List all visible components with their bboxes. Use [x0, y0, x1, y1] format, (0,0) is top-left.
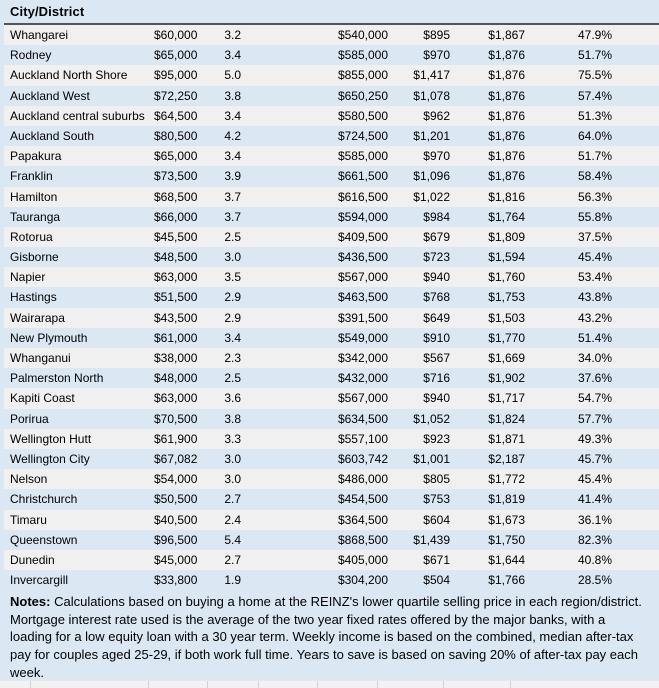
cell-deposit[interactable]: $33,800 [154, 573, 198, 588]
cell-weekly-income[interactable]: $1,503 [488, 310, 525, 325]
table-row [4, 348, 659, 368]
gridline [148, 681, 149, 688]
cell-years-to-save[interactable]: 5.4 [224, 532, 241, 547]
cell-years-to-save[interactable]: 4.2 [224, 128, 241, 143]
cell-house-price[interactable]: $868,500 [337, 532, 388, 547]
gridline [317, 681, 318, 688]
table-row [4, 106, 659, 126]
cell-city[interactable]: Rodney [10, 48, 52, 63]
cell-deposit[interactable]: $70,500 [154, 411, 198, 426]
cell-city[interactable]: Napier [10, 270, 46, 285]
gridline [510, 681, 511, 688]
cell-weekly-payment[interactable]: $1,201 [413, 128, 450, 143]
cell-filler [616, 86, 659, 106]
table-row [4, 287, 659, 307]
notes-label: Notes: [10, 594, 51, 610]
cell-weekly-income[interactable]: $2,187 [488, 451, 525, 466]
cell-weekly-income[interactable]: $1,876 [488, 108, 525, 123]
cell-house-price[interactable]: $650,250 [337, 88, 388, 103]
cell-years-to-save[interactable]: 2.5 [224, 229, 241, 244]
cell-city[interactable]: Whangarei [10, 28, 69, 42]
cell-filler [616, 207, 659, 227]
cell-years-to-save[interactable]: 3.6 [224, 391, 241, 406]
cell-payment-pct-of-income[interactable]: 56.3% [577, 189, 612, 204]
cell-deposit[interactable]: $45,500 [154, 229, 198, 244]
cell-weekly-payment[interactable]: $1,022 [413, 189, 450, 204]
cell-house-price[interactable]: $463,500 [337, 290, 388, 305]
cell-city[interactable]: Palmerston North [10, 371, 104, 386]
table-row [4, 328, 659, 348]
cell-weekly-income[interactable]: $1,876 [488, 48, 525, 63]
table-row [4, 227, 659, 247]
cell-filler [616, 287, 659, 307]
cell-weekly-payment[interactable]: $910 [423, 330, 450, 345]
table-row [4, 187, 659, 207]
cell-house-price[interactable]: $391,500 [337, 310, 388, 325]
cell-house-price[interactable]: $486,000 [337, 472, 388, 487]
cell-weekly-payment[interactable]: $723 [423, 250, 450, 265]
table-row [4, 247, 659, 267]
cell-payment-pct-of-income[interactable]: 64.0% [577, 128, 612, 143]
gridline [30, 681, 31, 688]
cell-payment-pct-of-income[interactable]: 40.8% [577, 552, 612, 567]
cell-city[interactable]: Auckland North Shore [10, 68, 128, 83]
cell-city[interactable]: Porirua [10, 411, 49, 426]
gridline [443, 681, 444, 688]
cell-weekly-income[interactable]: $1,594 [488, 250, 525, 265]
cell-years-to-save[interactable]: 2.5 [224, 371, 241, 386]
cell-weekly-payment[interactable]: $1,439 [413, 532, 450, 547]
cell-filler [616, 409, 659, 429]
cell-house-price[interactable]: $436,500 [337, 250, 388, 265]
cell-weekly-income[interactable]: $1,644 [488, 552, 525, 567]
table-row [4, 368, 659, 388]
cell-city[interactable]: Wellington Hutt [10, 431, 92, 446]
cell-house-price[interactable]: $304,200 [337, 573, 388, 588]
cell-years-to-save[interactable]: 3.4 [224, 330, 241, 345]
cell-years-to-save[interactable]: 3.4 [224, 108, 241, 123]
cell-weekly-payment[interactable]: $805 [423, 472, 450, 487]
cell-deposit[interactable]: $66,000 [154, 209, 198, 224]
cell-weekly-income[interactable]: $1,717 [488, 391, 525, 406]
table-row [4, 570, 659, 590]
cell-payment-pct-of-income[interactable]: 45.4% [577, 472, 612, 487]
cell-years-to-save[interactable]: 3.2 [224, 28, 241, 42]
cell-weekly-payment[interactable]: $1,078 [413, 88, 450, 103]
cell-house-price[interactable]: $409,500 [337, 229, 388, 244]
table-header-row [4, 0, 659, 25]
cell-weekly-payment[interactable]: $649 [423, 310, 450, 325]
cell-weekly-income[interactable]: $1,816 [488, 189, 525, 204]
cell-filler [616, 348, 659, 368]
cell-house-price[interactable]: $364,500 [337, 512, 388, 527]
cell-city[interactable]: Nelson [10, 472, 48, 487]
table-row [4, 45, 659, 65]
cell-filler [616, 126, 659, 146]
cell-payment-pct-of-income[interactable]: 45.7% [577, 451, 612, 466]
cell-weekly-payment[interactable]: $1,052 [413, 411, 450, 426]
cell-deposit[interactable]: $67,082 [154, 451, 198, 466]
cell-weekly-payment[interactable]: $940 [423, 391, 450, 406]
cell-years-to-save[interactable]: 3.8 [224, 88, 241, 103]
cell-weekly-payment[interactable]: $1,096 [413, 169, 450, 184]
cell-payment-pct-of-income[interactable]: 53.4% [577, 270, 612, 285]
cell-weekly-payment[interactable]: $679 [423, 229, 450, 244]
table-row [4, 388, 659, 408]
table-row [4, 530, 659, 550]
cell-weekly-payment[interactable]: $970 [423, 48, 450, 63]
cell-city[interactable]: Rotorua [10, 229, 53, 244]
cell-payment-pct-of-income[interactable]: 51.7% [577, 48, 612, 63]
cell-payment-pct-of-income[interactable]: 43.2% [577, 310, 612, 325]
cell-city[interactable]: Hamilton [10, 189, 58, 204]
cell-weekly-payment[interactable]: $1,001 [413, 451, 450, 466]
cell-filler [616, 550, 659, 570]
table-row [4, 510, 659, 530]
cell-filler [616, 247, 659, 267]
cell-payment-pct-of-income[interactable]: 58.4% [577, 169, 612, 184]
cell-payment-pct-of-income[interactable]: 75.5% [577, 68, 612, 83]
cell-weekly-income[interactable]: $1,770 [488, 330, 525, 345]
notes-text: Calculations based on buying a home at the REINZ's lower quartile selling price in each region/district. Mortgage interest rate used is the average of the two year fixed rates offered by the major banks, with a loading for a low equity loan with a 30 year term. Weekly income is based on the combined, median after-tax pay for couples aged 25-29, if both work full time. Years to save is based on saving 20% of after-tax pay each week. [10, 594, 642, 680]
table-row [4, 449, 659, 469]
cell-city[interactable]: Timaru [10, 512, 47, 527]
cell-filler [616, 388, 659, 408]
cell-deposit[interactable]: $38,000 [154, 351, 198, 365]
table-row [4, 25, 659, 45]
cell-house-price[interactable]: $342,000 [337, 351, 388, 365]
table-row [4, 166, 659, 186]
table-row [4, 86, 659, 106]
cell-city[interactable]: Kapiti Coast [10, 391, 75, 406]
cell-years-to-save[interactable]: 3.9 [224, 169, 241, 184]
cell-deposit[interactable]: $43,500 [154, 310, 198, 325]
cell-years-to-save[interactable]: 3.0 [224, 250, 241, 265]
cell-deposit[interactable]: $61,000 [154, 330, 198, 345]
cell-payment-pct-of-income[interactable]: 47.9% [577, 28, 612, 42]
cell-weekly-payment[interactable]: $895 [423, 28, 450, 42]
gridline [258, 681, 259, 688]
cell-payment-pct-of-income[interactable]: 51.3% [577, 108, 612, 123]
cell-house-price[interactable]: $580,500 [337, 108, 388, 123]
cell-years-to-save[interactable]: 3.4 [224, 149, 241, 164]
cell-deposit[interactable]: $80,500 [154, 128, 198, 143]
cell-deposit[interactable]: $50,500 [154, 492, 198, 507]
cell-payment-pct-of-income[interactable]: 43.8% [577, 290, 612, 305]
cell-weekly-income[interactable]: $1,766 [488, 573, 525, 588]
cell-payment-pct-of-income[interactable]: 34.0% [577, 351, 612, 365]
cell-weekly-income[interactable]: $1,876 [488, 68, 525, 83]
cell-house-price[interactable]: $567,000 [337, 270, 388, 285]
table-row [4, 469, 659, 489]
cell-filler [616, 429, 659, 449]
cell-deposit[interactable]: $64,500 [154, 108, 198, 123]
cell-deposit[interactable]: $45,000 [154, 552, 198, 567]
table-row [4, 308, 659, 328]
cell-years-to-save[interactable]: 2.4 [224, 512, 241, 527]
cell-weekly-payment[interactable]: $604 [423, 512, 450, 527]
cell-weekly-income[interactable]: $1,871 [488, 431, 525, 446]
table-body [0, 25, 659, 590]
cell-city[interactable]: Dunedin [10, 552, 55, 567]
cell-deposit[interactable]: $63,000 [154, 270, 198, 285]
cell-weekly-income[interactable]: $1,764 [488, 209, 525, 224]
cell-filler [616, 489, 659, 509]
cell-payment-pct-of-income[interactable]: 51.4% [577, 330, 612, 345]
cell-filler [616, 187, 659, 207]
cell-weekly-income[interactable]: $1,753 [488, 290, 525, 305]
cell-deposit[interactable]: $48,000 [154, 371, 198, 386]
table-row [4, 550, 659, 570]
cell-deposit[interactable]: $60,000 [154, 28, 198, 42]
cell-house-price[interactable]: $634,500 [337, 411, 388, 426]
cell-house-price[interactable]: $549,000 [337, 330, 388, 345]
gridline [207, 681, 208, 688]
cell-city[interactable]: Hastings [10, 290, 57, 305]
cell-weekly-payment[interactable]: $962 [423, 108, 450, 123]
cell-filler [616, 166, 659, 186]
cell-house-price[interactable]: $661,500 [337, 169, 388, 184]
cell-weekly-income[interactable]: $1,673 [488, 512, 525, 527]
cell-weekly-payment[interactable]: $970 [423, 149, 450, 164]
cell-weekly-income[interactable]: $1,669 [488, 351, 525, 365]
cell-filler [616, 227, 659, 247]
cell-city[interactable]: New Plymouth [10, 330, 88, 345]
table-row [4, 146, 659, 166]
cell-weekly-income[interactable]: $1,809 [488, 229, 525, 244]
cell-house-price[interactable]: $603,742 [337, 451, 388, 466]
cell-years-to-save[interactable]: 3.0 [224, 472, 241, 487]
cell-years-to-save[interactable]: 2.9 [224, 290, 241, 305]
cell-years-to-save[interactable]: 2.7 [224, 552, 241, 567]
table-row [4, 429, 659, 449]
cell-deposit[interactable]: $54,000 [154, 472, 198, 487]
cell-payment-pct-of-income[interactable]: 36.1% [577, 512, 612, 527]
cell-house-price[interactable]: $432,000 [337, 371, 388, 386]
cell-house-price[interactable]: $540,000 [337, 28, 388, 42]
cell-weekly-income[interactable]: $1,819 [488, 492, 525, 507]
cell-years-to-save[interactable]: 3.5 [224, 270, 241, 285]
cell-house-price[interactable]: $585,000 [337, 48, 388, 63]
cell-house-price[interactable]: $567,000 [337, 391, 388, 406]
cell-filler [616, 570, 659, 590]
notes [4, 590, 659, 681]
cell-weekly-income[interactable]: $1,824 [488, 411, 525, 426]
cell-deposit[interactable]: $72,250 [154, 88, 198, 103]
cell-filler [616, 328, 659, 348]
cell-weekly-income[interactable]: $1,876 [488, 128, 525, 143]
cell-weekly-payment[interactable]: $504 [423, 573, 450, 588]
cell-payment-pct-of-income[interactable]: 45.4% [577, 250, 612, 265]
cell-filler [616, 267, 659, 287]
cell-years-to-save[interactable]: 2.9 [224, 310, 241, 325]
cell-deposit[interactable]: $65,000 [154, 149, 198, 164]
cell-filler [616, 530, 659, 550]
cell-deposit[interactable]: $68,500 [154, 189, 198, 204]
cell-city[interactable]: Wellington City [10, 451, 90, 466]
cell-filler [616, 469, 659, 489]
cell-deposit[interactable]: $96,500 [154, 532, 198, 547]
table-row [4, 126, 659, 146]
cell-house-price[interactable]: $557,100 [337, 431, 388, 446]
cell-filler [616, 106, 659, 126]
cell-city[interactable]: Auckland South [10, 128, 95, 143]
cell-payment-pct-of-income[interactable]: 82.3% [577, 532, 612, 547]
cell-weekly-payment[interactable]: $1,417 [413, 68, 450, 83]
cell-city[interactable]: Christchurch [10, 492, 78, 507]
cell-city[interactable]: Queenstown [10, 532, 78, 547]
cell-weekly-income[interactable]: $1,750 [488, 532, 525, 547]
table-row [4, 65, 659, 85]
cell-weekly-payment[interactable]: $768 [423, 290, 450, 305]
cell-years-to-save[interactable]: 1.9 [224, 573, 241, 588]
cell-years-to-save[interactable]: 3.8 [224, 411, 241, 426]
cell-payment-pct-of-income[interactable]: 57.4% [577, 88, 612, 103]
cell-years-to-save[interactable]: 2.7 [224, 492, 241, 507]
cell-weekly-payment[interactable]: $940 [423, 270, 450, 285]
cell-deposit[interactable]: $63,000 [154, 391, 198, 406]
cell-payment-pct-of-income[interactable]: 51.7% [577, 149, 612, 164]
cell-filler [616, 65, 659, 85]
cell-years-to-save[interactable]: 2.3 [224, 351, 241, 365]
cell-city[interactable]: Gisborne [10, 250, 59, 265]
cell-weekly-income[interactable]: $1,876 [488, 149, 525, 164]
cell-payment-pct-of-income[interactable]: 41.4% [577, 492, 612, 507]
cell-years-to-save[interactable]: 3.7 [224, 209, 241, 224]
cell-deposit[interactable]: $73,500 [154, 169, 198, 184]
cell-city[interactable]: Franklin [10, 169, 53, 184]
cell-house-price[interactable]: $724,500 [337, 128, 388, 143]
cell-filler [616, 25, 659, 45]
cell-payment-pct-of-income[interactable]: 54.7% [577, 391, 612, 406]
cell-house-price[interactable]: $585,000 [337, 149, 388, 164]
cell-city[interactable]: Wairarapa [10, 310, 65, 325]
cell-house-price[interactable]: $405,000 [337, 552, 388, 567]
cell-weekly-payment[interactable]: $753 [423, 492, 450, 507]
cell-deposit[interactable]: $95,000 [154, 68, 198, 83]
cell-deposit[interactable]: $61,900 [154, 431, 198, 446]
table-row [4, 409, 659, 429]
cell-weekly-income[interactable]: $1,760 [488, 270, 525, 285]
cell-deposit[interactable]: $65,000 [154, 48, 198, 63]
table-row [4, 267, 659, 287]
cell-filler [616, 449, 659, 469]
cell-city[interactable]: Whanganui [10, 351, 71, 365]
cell-weekly-payment[interactable]: $671 [423, 552, 450, 567]
cell-house-price[interactable]: $454,500 [337, 492, 388, 507]
cell-weekly-payment[interactable]: $567 [423, 351, 450, 365]
cell-deposit[interactable]: $51,500 [154, 290, 198, 305]
cell-weekly-income[interactable]: $1,876 [488, 88, 525, 103]
cell-city[interactable]: Auckland central suburbs [10, 108, 145, 123]
grid-row-sliver [0, 680, 659, 688]
cell-payment-pct-of-income[interactable]: 57.7% [577, 411, 612, 426]
cell-filler [616, 45, 659, 65]
cell-filler [616, 308, 659, 328]
cell-years-to-save[interactable]: 3.0 [224, 451, 241, 466]
cell-weekly-income[interactable]: $1,876 [488, 169, 525, 184]
cell-filler [616, 368, 659, 388]
cell-city[interactable]: Auckland West [10, 88, 90, 103]
cell-payment-pct-of-income[interactable]: 55.8% [577, 209, 612, 224]
table-row [4, 489, 659, 509]
cell-weekly-payment[interactable]: $923 [423, 431, 450, 446]
cell-weekly-payment[interactable]: $984 [423, 209, 450, 224]
cell-payment-pct-of-income[interactable]: 28.5% [577, 573, 612, 588]
cell-years-to-save[interactable]: 3.4 [224, 48, 241, 63]
cell-years-to-save[interactable]: 3.3 [224, 431, 241, 446]
cell-years-to-save[interactable]: 5.0 [224, 68, 241, 83]
cell-payment-pct-of-income[interactable]: 37.5% [577, 229, 612, 244]
cell-city[interactable]: Invercargill [10, 573, 69, 588]
cell-filler [616, 146, 659, 166]
cell-filler [616, 510, 659, 530]
cell-house-price[interactable]: $855,000 [337, 68, 388, 83]
cell-city[interactable]: Papakura [10, 149, 62, 164]
cell-weekly-payment[interactable]: $716 [423, 371, 450, 386]
cell-deposit[interactable]: $40,500 [154, 512, 198, 527]
cell-payment-pct-of-income[interactable]: 37.6% [577, 371, 612, 386]
cell-weekly-income[interactable]: $1,772 [488, 472, 525, 487]
cell-deposit[interactable]: $48,500 [154, 250, 198, 265]
table-row [4, 207, 659, 227]
gridline [377, 681, 378, 688]
cell-years-to-save[interactable]: 3.7 [224, 189, 241, 204]
cell-weekly-income[interactable]: $1,867 [488, 28, 525, 42]
cell-house-price[interactable]: $594,000 [337, 209, 388, 224]
cell-payment-pct-of-income[interactable]: 49.3% [577, 431, 612, 446]
cell-weekly-income[interactable]: $1,902 [488, 371, 525, 386]
cell-house-price[interactable]: $616,500 [337, 189, 388, 204]
column-header-city-district[interactable]: City/District [10, 4, 85, 19]
cell-city[interactable]: Tauranga [10, 209, 61, 224]
